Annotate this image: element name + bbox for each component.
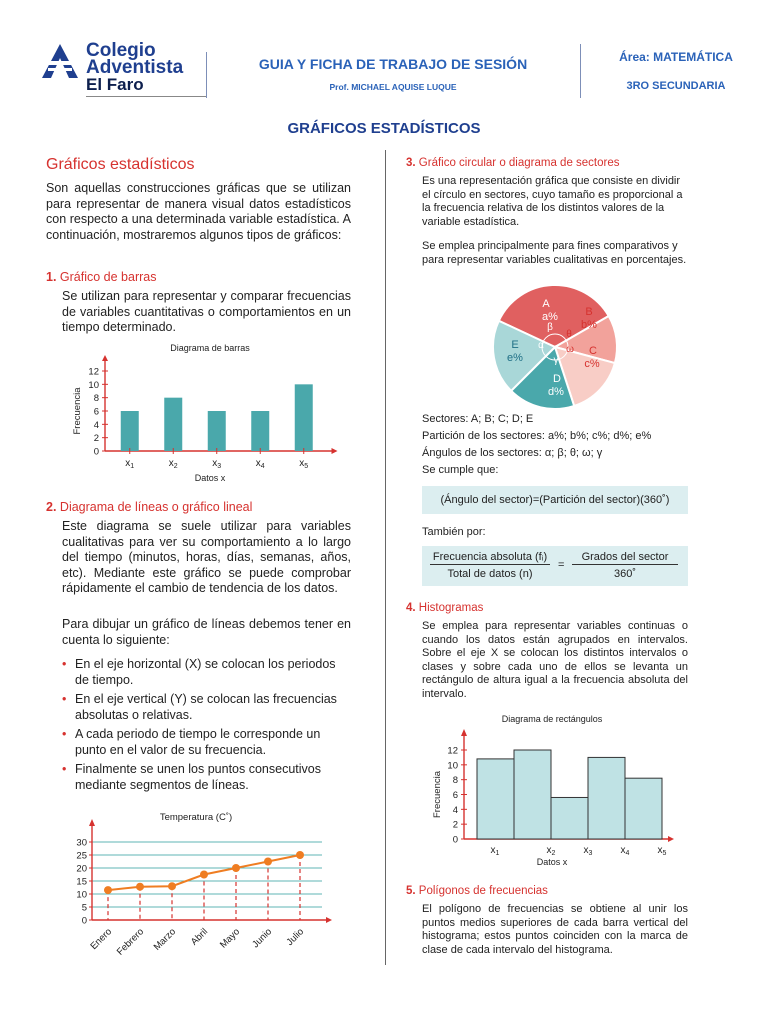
y-axis-arrow [461, 729, 467, 736]
ratio-equals: = [558, 559, 565, 571]
x-tick-label: $x_5$ [657, 845, 667, 857]
x-tick-label: Julio [284, 926, 307, 948]
header-divider [206, 52, 207, 98]
slice-angle: β [547, 322, 553, 333]
formula-ratio [422, 546, 688, 586]
y-axis-label: Frecuencia [72, 387, 83, 435]
section-number: 5. [406, 885, 416, 897]
intro-paragraph: Son aquellas construcciones gráficas que se utilizan para representar de manera visual datos estadísticos con respecto a una determinada variable estadística. A continuación, mostraremos algunos tipos de gráficos: [46, 181, 351, 242]
data-point [296, 851, 304, 859]
section-5-text: El polígono de frecuencias se obtiene al unir los puntos medios superiores de cada barra vertical del histograma; estos puntos coinciden con la marca de clase de cada intervalo del histograma. [422, 903, 688, 956]
bar [164, 398, 182, 451]
section-2-text-2: Para dibujar un gráfico de líneas debemos tener en cuenta lo siguiente: [62, 617, 351, 647]
y-tick-label: 5 [81, 902, 87, 914]
bar [251, 411, 269, 451]
y-axis-label: Frecuencia [432, 771, 443, 818]
data-point [232, 864, 240, 872]
y-tick-label: 12 [88, 366, 99, 378]
slice-percent: e% [507, 352, 523, 364]
section-heading: Gráficos estadísticos [46, 156, 195, 173]
bar [295, 384, 313, 451]
also-by-line: También por: [422, 526, 486, 538]
x-tick-label: Junio [250, 926, 275, 951]
bullet-item: • En el eje vertical (Y) se colocan las frecuencias absolutas o relativas. [62, 692, 351, 723]
section-3-heading [406, 157, 620, 169]
section-4-text: Se emplea para representar variables continuas o cuando los datos están agrupados en intervalos. Sobre el eje X se colocan los distintos intervalos o clases y sobre cada uno de ellos se levanta un rectángulo de altura igual a la frecuencia absoluta del intervalo. [422, 620, 688, 700]
y-tick-label: 25 [76, 850, 87, 862]
slice-percent: a% [542, 311, 558, 323]
bar [121, 411, 139, 451]
y-tick-label: 0 [452, 834, 458, 846]
x-axis-arrow [326, 917, 332, 923]
guide-title: GUIA Y FICHA DE TRABAJO DE SESIÓN [258, 56, 528, 72]
section-number: 1. [46, 270, 57, 284]
slice-angle: ω [566, 344, 574, 355]
x-axis-arrow [332, 448, 338, 454]
section-title: Gráfico de barras [59, 270, 157, 284]
ratio-left-numerator: Frecuencia absoluta (fᵢ) [430, 551, 550, 565]
y-tick-label: 20 [76, 863, 87, 875]
ratio-right-numerator: Grados del sector [572, 551, 678, 565]
y-tick-label: 6 [452, 790, 458, 801]
x-tick-label: $x_4$ [620, 845, 630, 857]
section-title: Diagrama de líneas o gráfico lineal [59, 500, 253, 514]
y-tick-label: 10 [88, 379, 99, 391]
section-2-heading [46, 500, 252, 514]
y-tick-label: 4 [93, 419, 99, 431]
bar [588, 757, 625, 839]
logo-line-3: El Faro [86, 75, 144, 94]
y-tick-label: 0 [93, 446, 99, 458]
header-divider [580, 44, 581, 98]
section-1-heading [46, 270, 157, 284]
logo-line-1: Colegio [86, 40, 156, 61]
x-axis-label: Datos x [536, 857, 568, 867]
bar [514, 750, 551, 839]
y-tick-label: 2 [452, 819, 458, 831]
data-point [200, 871, 208, 879]
y-tick-label: 0 [81, 915, 87, 927]
x-tick-label: $x_3$ [583, 845, 593, 857]
slice-letter: B [585, 306, 593, 318]
histogram-chart [424, 708, 684, 868]
data-point [264, 858, 272, 866]
x-tick-label: $x_4$ [255, 458, 265, 470]
data-point [136, 883, 144, 891]
slice-angle: γ [553, 355, 559, 366]
ratio-right-denominator: 360˚ [613, 568, 637, 580]
section-3-text-2: Se emplea principalmente para fines comparativos y para representar variables cualitativas en porcentajes. [422, 240, 687, 266]
x-tick-label: $x_3$ [212, 458, 222, 470]
x-tick-label: Febrero [114, 926, 147, 958]
slice-letter: A [542, 298, 550, 310]
formula-angle: (Ángulo del sector)=(Partición del sector)(360˚) [422, 486, 688, 514]
section-title: Histogramas [418, 602, 484, 614]
logo-line-2: Adventista [86, 57, 184, 78]
bullet-list [62, 657, 351, 797]
x-tick-label: Marzo [151, 926, 179, 953]
pie-chart [490, 282, 620, 412]
condition-line: Se cumple que: [422, 464, 499, 476]
bar [625, 778, 662, 839]
school-logo-icon [42, 44, 78, 78]
section-number: 2. [46, 500, 57, 514]
ratio-left-denominator: Total de datos (n) [447, 568, 533, 580]
y-tick-label: 10 [76, 889, 87, 901]
slice-percent: b% [581, 319, 597, 331]
section-3-text: Es una representación gráfica que consiste en dividir el círculo en sectores, cuyo tamaño es proporcional a la frecuencia relativa de los distintos valores de la variable estadística. [422, 175, 683, 228]
x-axis-arrow [668, 836, 674, 842]
column-divider [385, 150, 386, 965]
x-tick-label: $x_1$ [490, 845, 500, 857]
slice-angle: α [538, 340, 544, 351]
y-tick-label: 2 [93, 433, 99, 445]
bullet-item: • Finalmente se unen los puntos consecutivos mediante segmentos de líneas. [62, 762, 351, 793]
bar-chart [60, 336, 350, 486]
x-axis-label: Datos x [194, 473, 226, 483]
x-tick-label: Mayo [217, 926, 243, 951]
line-chart [60, 806, 360, 974]
section-5-heading [406, 885, 548, 897]
x-tick-label: $x_2$ [168, 458, 178, 470]
slice-angle: θ [566, 329, 572, 340]
y-tick-label: 10 [447, 760, 458, 772]
grade-level: 3RO SECUNDARIA [626, 80, 726, 92]
y-tick-label: 8 [93, 393, 99, 405]
y-axis-arrow [102, 355, 108, 361]
section-title: Polígonos de frecuencias [418, 885, 548, 897]
slice-percent: d% [548, 386, 564, 398]
y-tick-label: 6 [93, 406, 99, 418]
data-point [168, 882, 176, 890]
sectors-line: Sectores: A; B; C; D; E [422, 413, 534, 425]
slice-letter: C [589, 345, 597, 357]
teacher-name: Prof. MICHAEL AQUISE LUQUE [329, 82, 457, 92]
y-tick-label: 8 [452, 775, 458, 787]
partition-line: Partición de los sectores: a%; b%; c%; d%; e% [422, 430, 652, 442]
slice-percent: c% [584, 358, 600, 370]
bar [551, 797, 588, 839]
section-number: 4. [406, 602, 416, 614]
subject-area: Área: MATEMÁTICA [619, 50, 733, 64]
school-logo-text [86, 42, 183, 93]
y-tick-label: 12 [447, 745, 458, 757]
slice-letter: E [511, 339, 519, 351]
chart-title: Temperatura (C˚) [159, 812, 233, 823]
section-number: 3. [406, 157, 416, 169]
y-tick-label: 4 [452, 804, 458, 816]
section-4-heading [406, 602, 483, 614]
bar [208, 411, 226, 451]
logo-underline [86, 96, 206, 97]
x-tick-label: $x_5$ [299, 458, 309, 470]
page-title: GRÁFICOS ESTADÍSTICOS [287, 120, 481, 137]
data-point [104, 886, 112, 894]
x-tick-label: $x_2$ [546, 845, 556, 857]
bar [477, 759, 514, 839]
section-2-text: Este diagrama se suele utilizar para variables cualitativas para ver su comportamiento a lo largo del tiempo (minutos, horas, días, semanas, años, etc). Mediante este gráfico se puede comprobar rápidamente el cambio de tendencia de los datos. [62, 519, 351, 595]
chart-title: Diagrama de barras [170, 343, 250, 353]
x-tick-label: $x_1$ [125, 458, 135, 470]
angles-line: Ángulos de los sectores: α; β; θ; ω; γ [422, 447, 603, 459]
bullet-item: • A cada periodo de tiempo le corresponde un punto en el valor de su frecuencia. [62, 727, 351, 758]
x-tick-label: Enero [88, 926, 115, 953]
y-tick-label: 15 [76, 876, 87, 888]
y-axis-arrow [89, 819, 95, 826]
slice-letter: D [553, 373, 561, 385]
bullet-item: • En el eje horizontal (X) se colocan los periodos de tiempo. [62, 657, 351, 688]
section-1-text: Se utilizan para representar y comparar frecuencias de variables cuantitativas o comportamientos en un tiempo determinado. [62, 289, 351, 334]
x-tick-label: Abril [188, 926, 211, 948]
section-title: Gráfico circular o diagrama de sectores [418, 157, 620, 169]
y-tick-label: 30 [76, 837, 87, 849]
chart-title: Diagrama de rectángulos [501, 714, 603, 724]
